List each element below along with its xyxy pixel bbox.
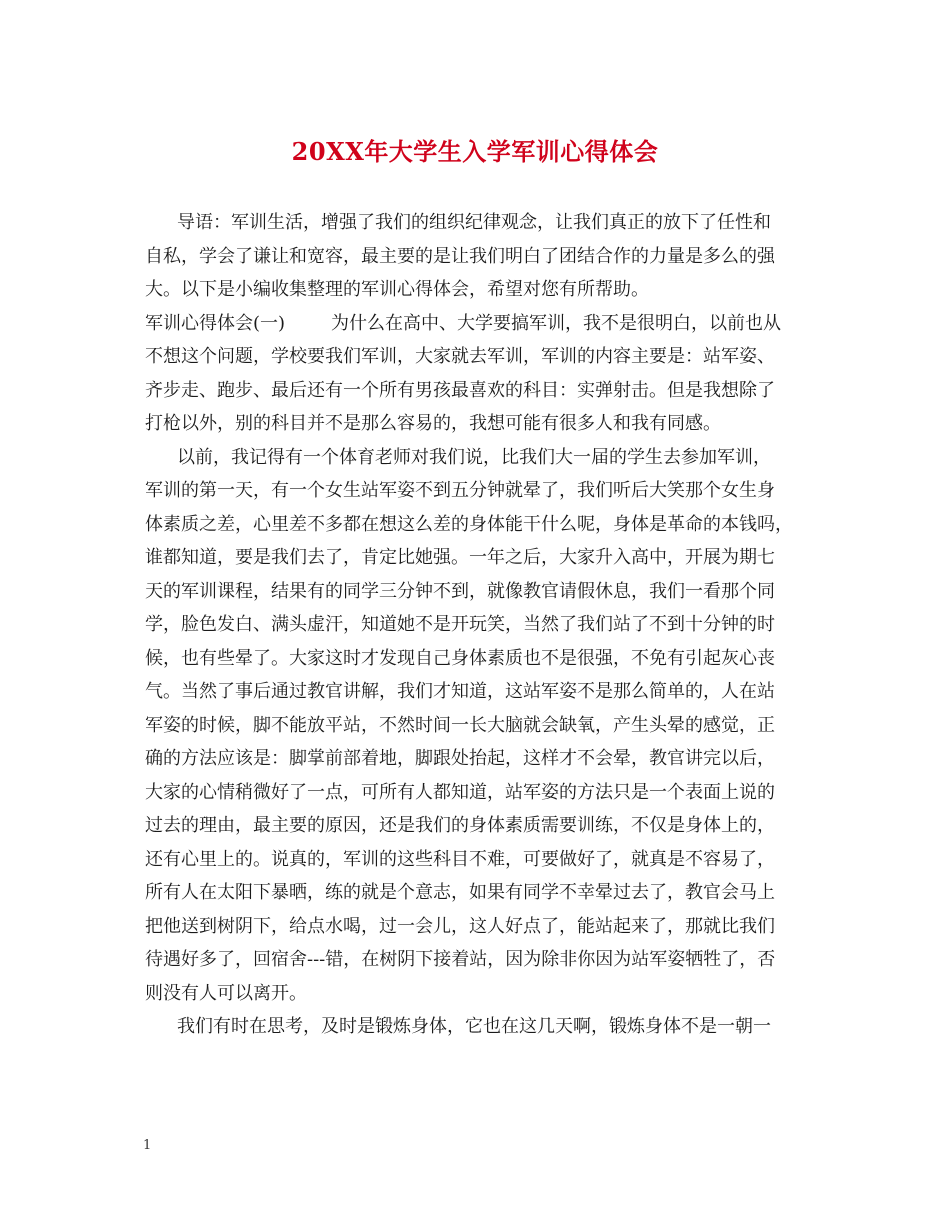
paragraph-line: 过去的理由，最主要的原因，还是我们的身体素质需要训练，不仅是身体上的， bbox=[145, 815, 775, 836]
paragraph-line: 打枪以外，别的科目并不是那么容易的，我想可能有很多人和我有同感。 bbox=[145, 413, 721, 434]
section-label: 军训心得体会(一) bbox=[145, 312, 286, 334]
paragraph-line: 军姿的时候，脚不能放平站，不然时间一长大脑就会缺氧，产生头晕的感觉，正 bbox=[145, 714, 775, 736]
paragraph-line: 待遇好多了，回宿舍---错，在树阴下接着站，因为除非你因为站军姿牺牲了，否 bbox=[145, 949, 776, 970]
paragraph-line: 候，也有些晕了。大家这时才发现自己身体素质也不是很强，不免有引起灰心丧 bbox=[145, 647, 775, 669]
paragraph-line: 齐步走、跑步、最后还有一个所有男孩最喜欢的科目：实弹射击。但是我想除了 bbox=[145, 379, 775, 401]
paragraph-line: 我们有时在思考，及时是锻炼身体，它也在这几天啊，锻炼身体不是一朝一 bbox=[177, 1016, 771, 1037]
paragraph-line: 大家的心情稍微好了一点，可所有人都知道，站军姿的方法只是一个表面上说的 bbox=[145, 781, 775, 803]
paragraph-text: 为什么在高中、大学要搞军训，我不是很明白，以前也从 bbox=[331, 312, 782, 334]
paragraph-line: 则没有人可以离开。 bbox=[145, 982, 307, 1004]
paragraph-line: 军训的第一天，有一个女生站军姿不到五分钟就晕了，我们听后大笑那个女生身 bbox=[145, 480, 775, 501]
paragraph-line: 谁都知道，要是我们去了，肯定比她强。一年之后，大家升入高中，开展为期七 bbox=[145, 547, 775, 568]
document-body bbox=[145, 206, 825, 1044]
paragraph-line: 体素质之差，心里差不多都在想这么差的身体能干什么呢，身体是革命的本钱吗， bbox=[145, 513, 793, 535]
paragraph-line: 所有人在太阳下暴晒，练的就是个意志，如果有同学不幸晕过去了，教官会马上 bbox=[145, 882, 775, 903]
paragraph-line: 还有心里上的。说真的，军训的这些科目不难，可要做好了，就真是不容易了， bbox=[145, 848, 775, 870]
paragraph-line: 确的方法应该是：脚掌前部着地，脚跟处抬起，这样才不会晕，教官讲完以后， bbox=[145, 748, 775, 769]
paragraph-line: 导语：军训生活，增强了我们的组织纪律观念，让我们真正的放下了任性和 bbox=[177, 212, 771, 233]
document-title: 20XX年大学生入学军训心得体会 bbox=[291, 137, 659, 166]
paragraph-line: 天的军训课程，结果有的同学三分钟不到，就像教官请假休息，我们一看那个同 bbox=[145, 580, 775, 602]
paragraph-line: 不想这个问题，学校要我们军训，大家就去军训，军训的内容主要是：站军姿、 bbox=[145, 346, 775, 367]
section-first-line bbox=[145, 307, 825, 341]
paragraph-line: 自私，学会了谦让和宽容，最主要的是让我们明白了团结合作的力量是多么的强 bbox=[145, 245, 775, 267]
paragraph-line: 学，脸色发白、满头虚汗，知道她不是开玩笑，当然了我们站了不到十分钟的时 bbox=[145, 614, 775, 635]
paragraph-line: 以前，我记得有一个体育老师对我们说，比我们大一届的学生去参加军训， bbox=[177, 446, 771, 468]
page-number: 1 bbox=[143, 1138, 152, 1153]
paragraph-line: 把他送到树阴下，给点水喝，过一会儿，这人好点了，能站起来了，那就比我们 bbox=[145, 915, 775, 937]
paragraph-line: 大。以下是小编收集整理的军训心得体会，希望对您有所帮助。 bbox=[145, 279, 649, 300]
paragraph-line: 气。当然了事后通过教官讲解，我们才知道，这站军姿不是那么简单的，人在站 bbox=[145, 681, 775, 702]
